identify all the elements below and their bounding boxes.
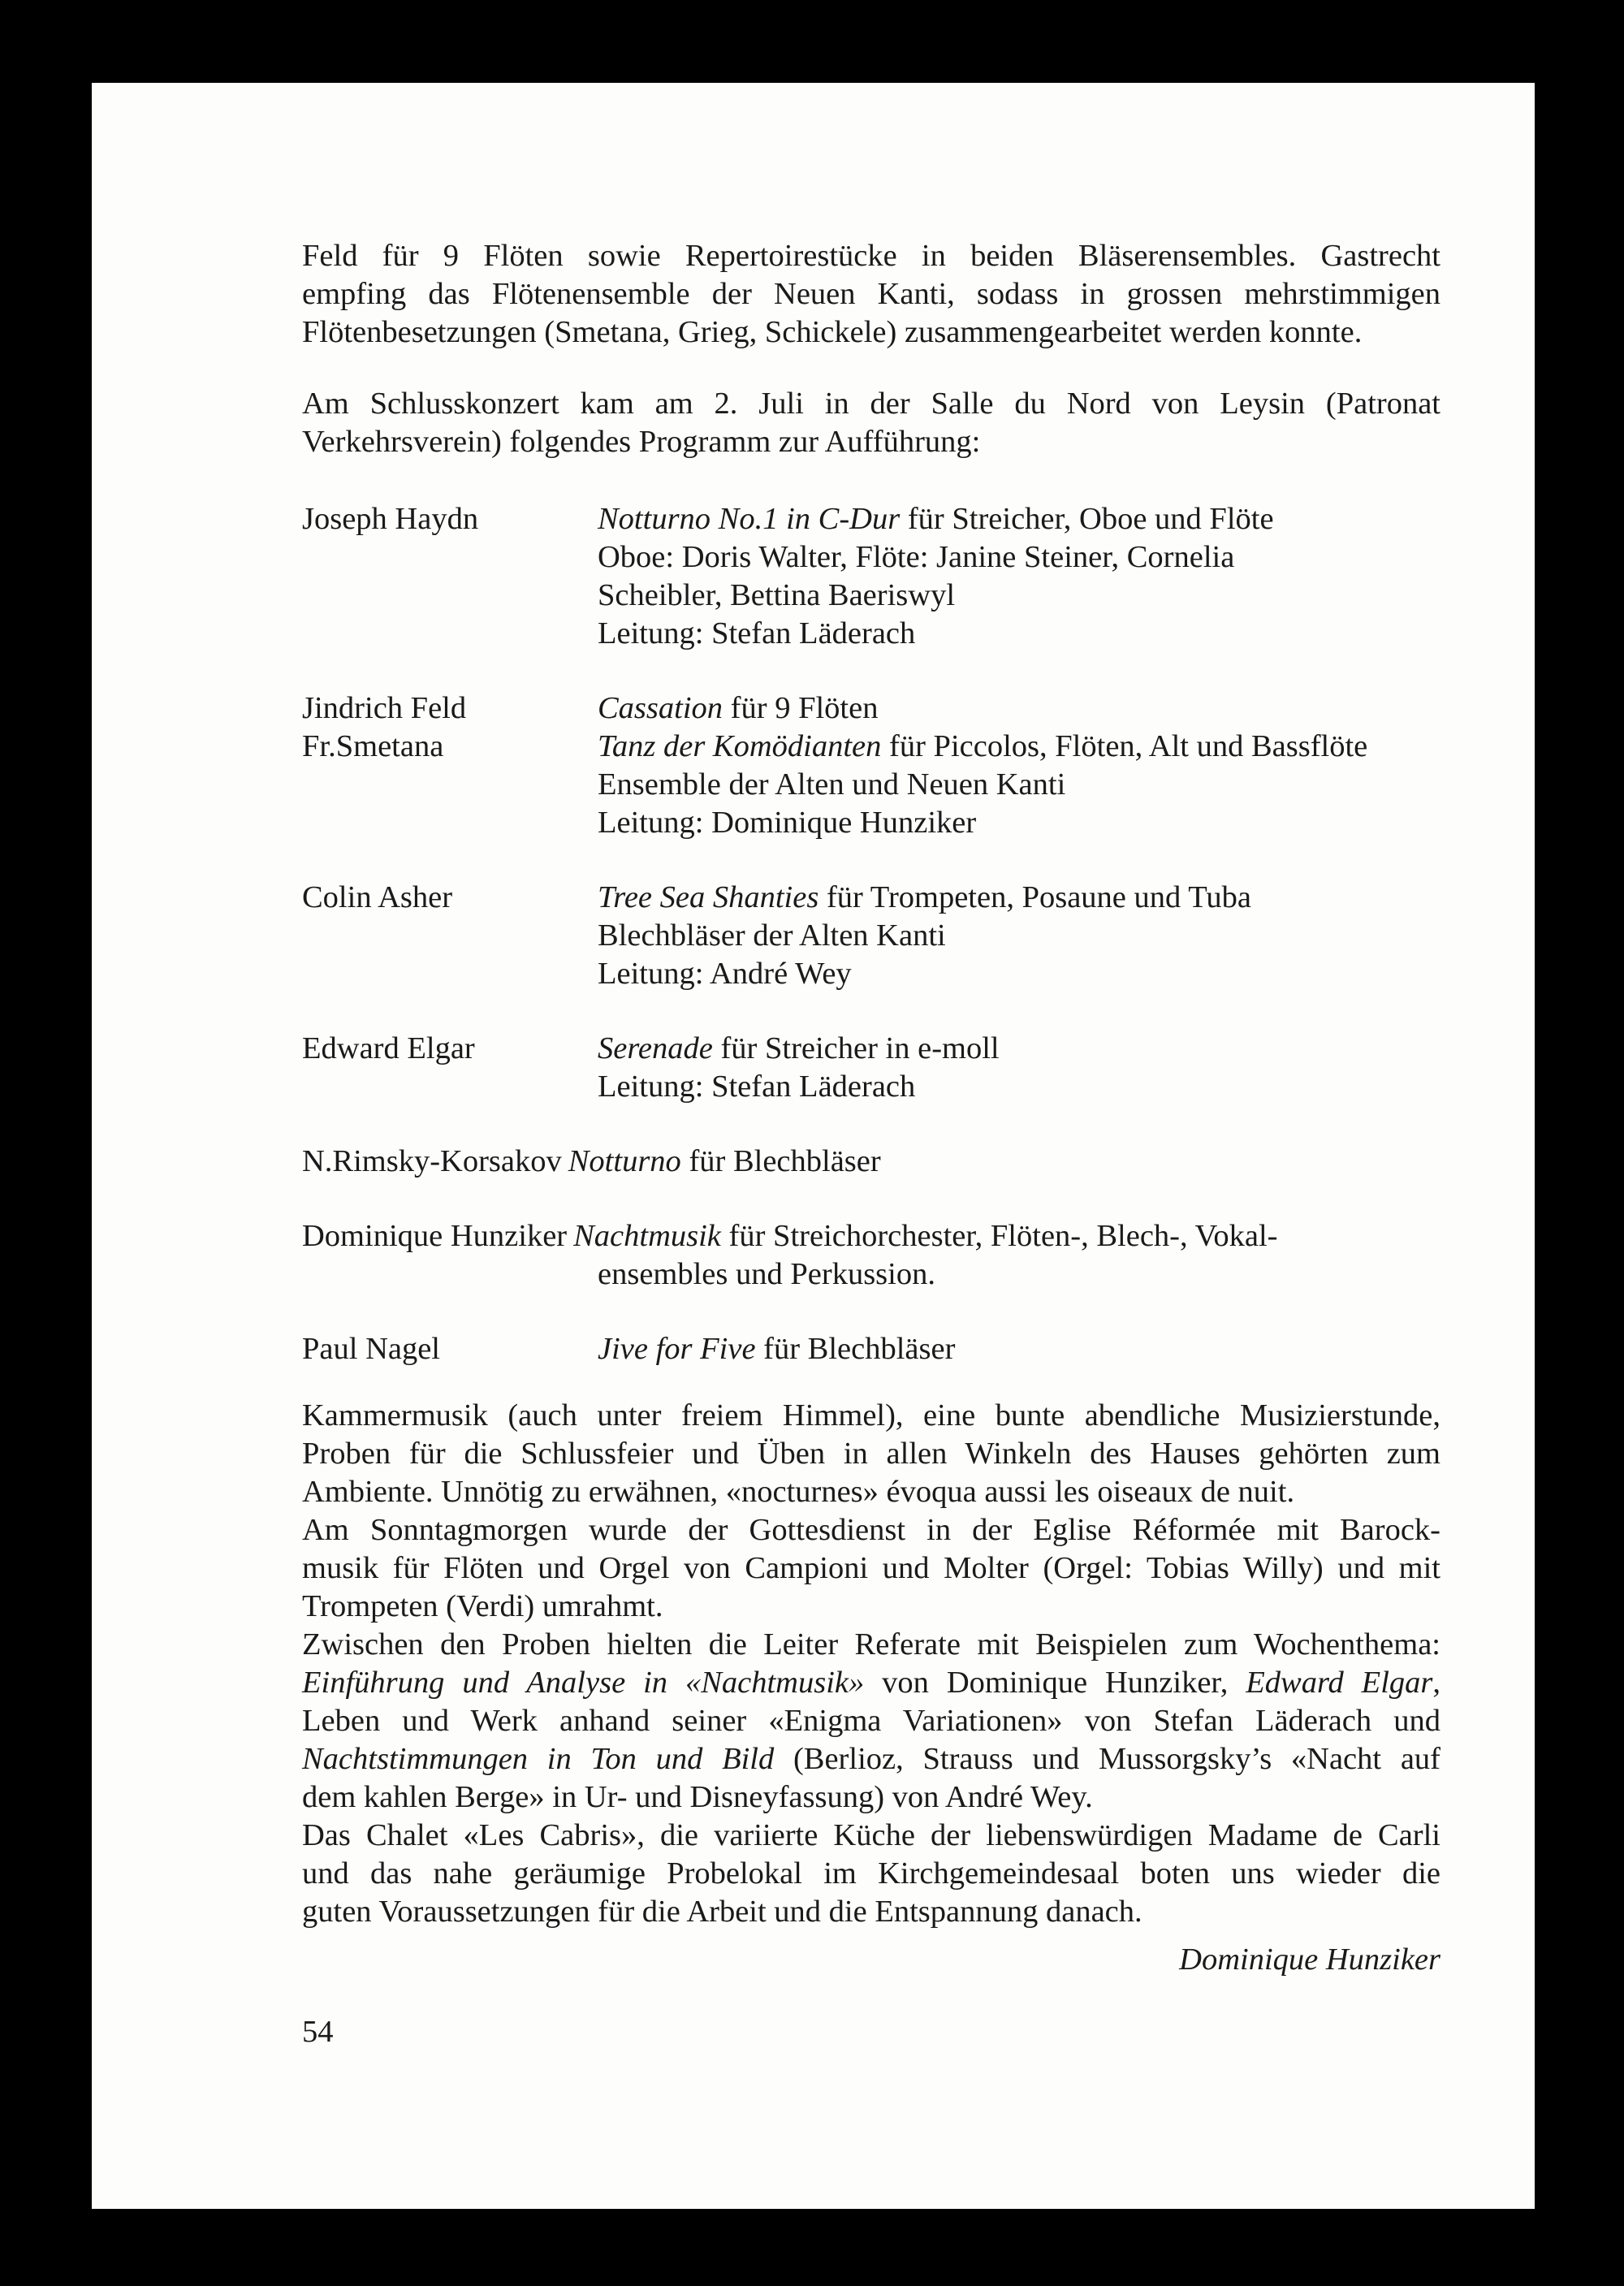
- program-composer: Edward Elgar: [302, 1031, 475, 1065]
- program-composer: [302, 766, 598, 804]
- closing-line: Einführung und Analyse in «Nachtmusik» von Dominique Hunziker, Edward Elgar,: [302, 1666, 1440, 1700]
- program-work: Leitung: Stefan Läderach: [598, 1070, 916, 1104]
- program-work: Tree Sea Shanties für Trompeten, Posaune und Tuba: [598, 880, 1251, 914]
- program-entry: [302, 1143, 1440, 1181]
- program-entry: [302, 1217, 1440, 1294]
- program-composer: Colin Asher: [302, 880, 453, 914]
- intro-line: empfing das Flötenensemble der Neuen Kanti, sodass in grossen mehrstimmigen: [302, 277, 1440, 311]
- program-work: Oboe: Doris Walter, Flöte: Janine Steiner, Cornelia: [598, 540, 1235, 574]
- concert-intro-line: Am Schlusskonzert kam am 2. Juli in der Salle du Nord von Leysin (Patronat: [302, 387, 1440, 421]
- program-entry: [302, 1330, 1440, 1368]
- program-composer: [302, 917, 598, 955]
- program-entry: [302, 500, 1440, 653]
- closing-line: Ambiente. Unnötig zu erwähnen, «nocturnes» évoqua aussi les oiseaux de nuit.: [302, 1475, 1295, 1509]
- intro-paragraph: [302, 237, 1440, 352]
- program-composer: [302, 615, 598, 653]
- program-composer: [302, 1068, 598, 1106]
- program-list: [302, 500, 1440, 1405]
- program-work: Ensemble der Alten und Neuen Kanti: [598, 767, 1066, 802]
- program-work: Scheibler, Bettina Baeriswyl: [598, 578, 956, 612]
- program-composer: Paul Nagel: [302, 1332, 440, 1366]
- closing-line: Nachtstimmungen in Ton und Bild (Berlioz, Strauss und Mussorgsky’s «Nacht auf: [302, 1742, 1440, 1776]
- closing-line: Das Chalet «Les Cabris», die variierte Küche der liebenswürdigen Madame de Carli: [302, 1818, 1440, 1852]
- intro-line: Feld für 9 Flöten sowie Repertoirestücke in beiden Bläserensembles. Gastrecht: [302, 239, 1440, 273]
- page-number: 54: [302, 2015, 334, 2049]
- program-composer: [302, 804, 598, 842]
- program-composer: Joseph Haydn: [302, 502, 479, 536]
- program-work: Leitung: Stefan Läderach: [598, 616, 916, 650]
- program-work: Notturno für Blechbläser: [568, 1144, 881, 1178]
- intro-line: Flötenbesetzungen (Smetana, Grieg, Schickele) zusammengearbeitet werden konnte.: [302, 315, 1363, 349]
- program-composer: Dominique Hunziker: [302, 1219, 568, 1253]
- closing-line: dem kahlen Berge» in Ur- und Disneyfassung) von André Wey.: [302, 1780, 1093, 1814]
- closing-line: Leben und Werk anhand seiner «Enigma Variationen» von Stefan Läderach und: [302, 1704, 1440, 1738]
- program-work: Blechbläser der Alten Kanti: [598, 918, 946, 953]
- closing-line: Zwischen den Proben hielten die Leiter Referate mit Beispielen zum Wochenthema:: [302, 1627, 1440, 1662]
- program-entry: [302, 879, 1440, 993]
- program-work: Cassation für 9 Flöten: [598, 691, 879, 725]
- program-composer: [302, 538, 598, 577]
- program-composer: N.Rimsky-Korsakov: [302, 1144, 562, 1178]
- closing-line: Trompeten (Verdi) umrahmt.: [302, 1589, 663, 1623]
- program-work: Serenade für Streicher in e-moll: [598, 1031, 1000, 1065]
- closing-line: guten Voraussetzungen für die Arbeit und die Entspannung danach.: [302, 1895, 1142, 1929]
- closing-line: Kammermusik (auch unter freiem Himmel), eine bunte abendliche Musizierstunde,: [302, 1398, 1440, 1433]
- concert-intro-paragraph: [302, 385, 1440, 461]
- program-entry: [302, 1030, 1440, 1106]
- program-work: Nachtmusik für Streichorchester, Flöten-, Blech-, Vokal-: [573, 1219, 1278, 1253]
- closing-line: Am Sonntagmorgen wurde der Gottesdienst in der Eglise Réformée mit Barock-: [302, 1513, 1440, 1547]
- program-work-continued: ensembles und Perkussion.: [598, 1257, 935, 1291]
- program-work: Notturno No.1 in C-Dur für Streicher, Oboe und Flöte: [598, 502, 1274, 536]
- program-work: Tanz der Komödianten für Piccolos, Flöten, Alt und Bassflöte: [598, 729, 1368, 763]
- program-work: Leitung: Dominique Hunziker: [598, 806, 977, 840]
- closing-line: musik für Flöten und Orgel von Campioni und Molter (Orgel: Tobias Willy) und mit: [302, 1551, 1440, 1585]
- program-entry: [302, 689, 1440, 842]
- program-composer: Fr.Smetana: [302, 729, 444, 763]
- program-work: Leitung: André Wey: [598, 957, 852, 991]
- signature: Dominique Hunziker: [1179, 1942, 1440, 1977]
- closing-paragraph: [302, 1397, 1440, 1931]
- concert-intro-line: Verkehrsverein) folgendes Programm zur Aufführung:: [302, 425, 981, 459]
- closing-line: Proben für die Schlussfeier und Üben in allen Winkeln des Hauses gehörten zum: [302, 1437, 1440, 1471]
- program-composer: Jindrich Feld: [302, 691, 467, 725]
- closing-line: und das nahe geräumige Probelokal im Kirchgemeindesaal boten uns wieder die: [302, 1856, 1440, 1891]
- program-composer: [302, 577, 598, 615]
- program-work: Jive for Five für Blechbläser: [598, 1332, 956, 1366]
- program-composer: [302, 955, 598, 993]
